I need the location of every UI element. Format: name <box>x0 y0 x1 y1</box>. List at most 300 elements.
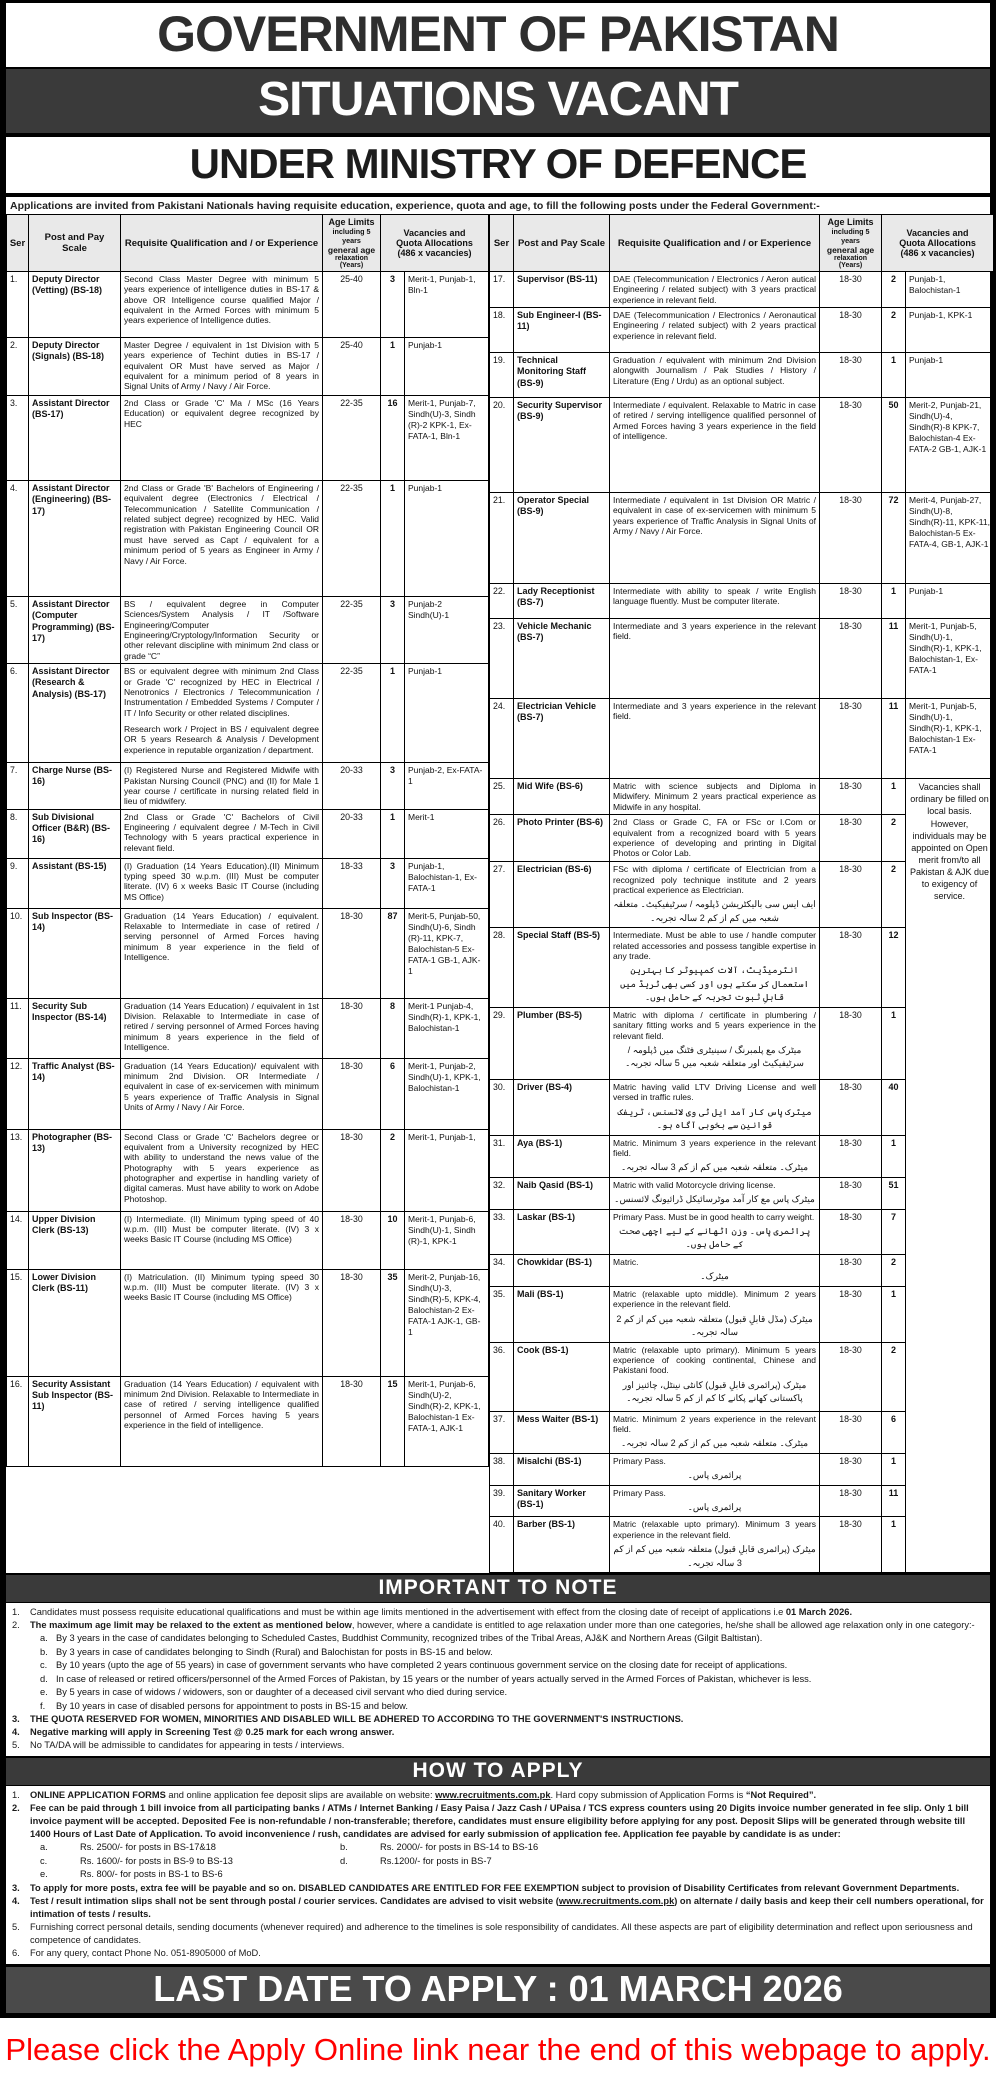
qualification-text: Matric with science subjects and Diploma in Midwifery. Minimum 2 years practical experience as Midwife in any hospital. <box>613 781 817 812</box>
age-cell: 18-30 <box>323 1129 381 1211</box>
vacancy-count-cell: 11 <box>882 1485 906 1517</box>
ser-cell: 12. <box>7 1058 29 1129</box>
job-row <box>7 763 489 809</box>
text-segment: Furnishing correct personal details, sending documents (whenever required) and adherence to the timelines is sole responsibility of candidates. All these aspects are part of eligibility determination and reflect upon seriousness and competence of candidates. <box>30 1921 973 1945</box>
apply-online-note: Please click the Apply Online link near the end of this webpage to apply. <box>0 2018 996 2084</box>
qualification-urdu-text: میٹرک مع پلمبرنگ / سینیٹری فٹنگ میں ڈپلومہ / سرٹیفیکیٹ اور متعلقہ شعبہ میں 5 سالہ تجربہ۔ <box>625 1044 804 1069</box>
post-cell: Aya (BS-1) <box>514 1135 610 1177</box>
note-subitem <box>40 1686 984 1699</box>
note-item-text <box>30 1789 984 1802</box>
age-cell: 18-30 <box>820 815 882 862</box>
ser-cell: 34. <box>490 1254 514 1286</box>
ser-cell: 33. <box>490 1209 514 1254</box>
qualification-text: Matric. Minimum 2 years experience in the relevant field. <box>613 1413 817 1434</box>
fee-letter: c. <box>40 1855 48 1866</box>
post-cell: Security Supervisor (BS-9) <box>514 398 610 493</box>
ser-cell: 18. <box>490 308 514 353</box>
qualification-text: 2nd Class or Grade C, FA or FSc or I.Com or equivalent from a recognized board with 5 years experience of developing and printing in Digital Photos or Color Lab. <box>613 817 817 859</box>
quota-cell: Merit-1, Punjab-1, Bln-1 <box>405 272 489 338</box>
quota-cell: Punjab-1, Balochistan-1, Ex-FATA-1 <box>405 858 489 908</box>
quota-cell: Punjab-1 <box>906 353 994 398</box>
note-item <box>12 1895 984 1921</box>
post-cell: Upper Division Clerk (BS-13) <box>29 1211 121 1269</box>
job-row <box>490 584 994 619</box>
post-cell: Deputy Director (Signals) (BS-18) <box>29 338 121 396</box>
text-segment: or the number of years actually served in the Armed Forces of Pakistan, whichever is less. <box>438 1673 812 1684</box>
text-segment: in case of widows / widowers, son or daughter of a deceased civil servant who died during service. <box>99 1687 508 1698</box>
note-item <box>12 1606 984 1619</box>
age-cell: 18-30 <box>820 1517 882 1573</box>
qualification-cell <box>610 619 820 699</box>
note-item <box>12 1713 984 1726</box>
vacancy-count-cell: 6 <box>381 1058 405 1129</box>
age-cell: 20-33 <box>323 763 381 809</box>
text-segment: 10 years <box>69 1700 106 1711</box>
vacancy-count-cell: 40 <box>882 1079 906 1135</box>
qualification-cell <box>121 272 323 338</box>
quota-cell: Merit-1, Punjab-2, Sindh(U)-1, KPK-1, Balochistan-1 <box>405 1058 489 1129</box>
col-qualification: Requisite Qualification and / or Experience <box>121 215 323 272</box>
text-segment: 10 years <box>69 1660 106 1671</box>
quota-cell: Merit-1, Punjab-7, Sindh(U)-3, Sindh (R)-2 KPK-1, Ex-FATA-1, Bln-1 <box>405 396 489 481</box>
vacancy-count-cell: 10 <box>381 1211 405 1269</box>
age-cell: 18-30 <box>820 272 882 308</box>
ser-cell: 21. <box>490 493 514 584</box>
fee-item <box>32 1841 332 1854</box>
fee-letter: b. <box>340 1842 348 1853</box>
post-cell: Plumber (BS-5) <box>514 1007 610 1079</box>
age-cell: 18-30 <box>323 1269 381 1376</box>
fee-amount: Rs. 1600/- for posts in BS-9 to BS-13 <box>80 1855 233 1866</box>
text-segment: Test / result intimation slips shall not be sent through postal / courier services. Candidates are advised to visit website ( <box>30 1895 559 1906</box>
age-cell: 22-35 <box>323 396 381 481</box>
post-cell: Assistant (BS-15) <box>29 858 121 908</box>
qualification-cell <box>121 396 323 481</box>
vacancy-count-cell: 2 <box>381 1129 405 1211</box>
qualification-cell <box>610 272 820 308</box>
quota-cell: Merit-4, Punjab-27, Sindh(U)-8, Sindh(R)-11, KPK-11, Balochistan-5 Ex-FATA-4, GB-1, AJK-1 <box>906 493 994 584</box>
post-cell: Supervisor (BS-11) <box>514 272 610 308</box>
note-subitem <box>40 1700 984 1713</box>
age-cell: 18-30 <box>820 493 882 584</box>
text-segment: “Not Required”. <box>745 1790 817 1801</box>
vacancy-table-right <box>489 214 994 1573</box>
post-cell: Security Assistant Sub Inspector (BS-11) <box>29 1376 121 1466</box>
qualification-urdu-text: میٹرک پاس مع کار آمد موٹرسائیکل ڈرائیونگ لائسنس۔ <box>614 1194 815 1205</box>
qualification-cell <box>121 998 323 1058</box>
qualification-cell <box>610 699 820 779</box>
qualification-text: Matric. Minimum 3 years experience in the relevant field. <box>613 1137 817 1158</box>
qualification-urdu-text: میٹرک (پرائمری قابلِ قبول) متعلقہ شعبہ میں کم از کم 3 سالہ تجربہ۔ <box>613 1544 816 1568</box>
qualification-cell <box>610 1079 820 1135</box>
post-cell: Assistant Director (Engineering) (BS-17) <box>29 481 121 597</box>
text-segment: By <box>56 1700 70 1711</box>
quota-cell: Punjab-1 <box>906 584 994 619</box>
qualification-cell <box>610 1177 820 1209</box>
job-row <box>490 493 994 584</box>
col-ser: Ser <box>490 215 514 272</box>
quota-cell: Merit-1, Punjab-1, <box>405 1129 489 1211</box>
qualification-cell <box>121 858 323 908</box>
job-row <box>7 809 489 858</box>
post-cell: Cook (BS-1) <box>514 1342 610 1411</box>
post-cell: Barber (BS-1) <box>514 1517 610 1573</box>
quota-cell: Merit-1 <box>405 809 489 858</box>
ser-cell: 37. <box>490 1411 514 1453</box>
text-segment: Deposited Fee is non-refundable / non-transferable; therefore, candidates must ensure eligibility before applying for any post. Deposit Slips will be generated through website till 1400 Hours of Last Date of Application. To avoid inconvenience / rush, candidates are advised for early submission of application fee. <box>30 1816 966 1840</box>
vacancy-count-cell: 1 <box>882 1007 906 1079</box>
vacancy-count-cell: 3 <box>381 763 405 809</box>
job-row <box>7 1129 489 1211</box>
post-cell: Assistant Director (Computer Programming) (BS-17) <box>29 597 121 664</box>
post-cell: Lower Division Clerk (BS-11) <box>29 1269 121 1376</box>
text-segment: and online application fee deposit slips are available on website: <box>165 1790 436 1801</box>
qualification-cell <box>121 664 323 763</box>
qualification-cell <box>121 481 323 597</box>
important-notes-list <box>6 1603 990 1756</box>
vacancy-tables <box>6 214 990 1573</box>
text-segment: To apply for more posts, extra fee will be payable and so on. <box>30 1882 299 1893</box>
note-subitem-text <box>56 1700 408 1713</box>
vacancy-count-cell: 16 <box>381 396 405 481</box>
qualification-text: Master Degree / equivalent in 1st Division with 5 years experience of Techint duties in BS-17 / equivalent OR Must have served as Major / equivalent for a minimum period of 8 years in Signal Units of Army / Navy / Air Force. <box>124 340 319 392</box>
qualification-text: Intermediate and 3 years experience in the relevant field. <box>613 621 817 642</box>
vacancy-count-cell: 72 <box>882 493 906 584</box>
qualification-text: Primary Pass. <box>613 1455 666 1466</box>
qualification-urdu-text: پرائمری پاس۔ <box>687 1501 742 1512</box>
age-cell: 18-30 <box>820 928 882 1008</box>
qualification-text: Graduation (14 Years Education) / equivalent. Relaxable to Intermediate in case of retired / serving personnel of Armed Forces having minimum 8 year experience in the field of Intelligence. <box>124 910 319 963</box>
note-item-number: 1. <box>12 1607 20 1618</box>
qualification-text: Intermediate / equivalent. Relaxable to Matric in case of retired / serving intelligence qualified personnel of Armed Forces having 3 years experience in the field of intelligence. <box>613 400 817 442</box>
post-cell: Deputy Director (Vetting) (BS-18) <box>29 272 121 338</box>
fee-letter: d. <box>340 1855 348 1866</box>
col-post: Post and Pay Scale <box>514 215 610 272</box>
qualification-cell <box>610 1411 820 1453</box>
ser-cell: 4. <box>7 481 29 597</box>
text-segment: , however, where a candidate is entitled to age relaxation under more than one categories, he/she shall be allowed age relaxation only in one category:- <box>351 1620 975 1631</box>
note-subitem-letter: f. <box>40 1700 46 1711</box>
ser-cell: 8. <box>7 809 29 858</box>
age-cell: 18-30 <box>820 779 882 815</box>
quota-cell: Punjab-1 <box>405 338 489 396</box>
qualification-cell <box>610 353 820 398</box>
job-row <box>7 1269 489 1376</box>
qualification-text: Graduation (14 Years Education) / equivalent with minimum 2nd Division. Relaxable to Intermediate in case of retired / serving intelligence qualified personnel of Armed Forces having 5 years experience in the field of intelligence. <box>124 1378 319 1431</box>
note-item-text <box>30 1882 984 1895</box>
qualification-text: Matric with diploma / certificate in plumbering / sanitary fitting works and 5 years experience in the relevant field. <box>613 1009 817 1041</box>
fee-amount: Rs. 2500/- for posts in BS-17&18 <box>80 1842 216 1853</box>
vacancy-count-cell: 1 <box>882 584 906 619</box>
note-subitem-text <box>56 1646 493 1659</box>
qualification-text: Graduation (14 Years Education) / equivalent in 1st Division. Relaxable to Intermediate in case of retired / serving personnel of Armed Forces having minimum 8 years experience in the field of Intelligence. <box>124 1000 319 1053</box>
age-cell: 18-30 <box>820 1453 882 1485</box>
vacancy-count-cell: 87 <box>381 908 405 998</box>
post-cell: Assistant Director (Research & Analysis) (BS-17) <box>29 664 121 763</box>
website-link[interactable]: www.recruitments.com.pk <box>435 1790 551 1801</box>
text-segment: Candidates must possess requisite educational qualifications and must be within age limits mentioned in the advertisement with effect from the closing date of receipt of applications i.e <box>30 1607 786 1618</box>
note-subitem-text <box>56 1659 787 1672</box>
note-item <box>12 1802 984 1841</box>
vacancy-count-cell: 1 <box>381 664 405 763</box>
ser-cell: 20. <box>490 398 514 493</box>
qualification-urdu-text: پرائمری پاس۔ <box>687 1470 742 1481</box>
job-row <box>7 272 489 338</box>
age-cell: 18-30 <box>820 1135 882 1177</box>
post-cell: Electrician Vehicle (BS-7) <box>514 699 610 779</box>
job-row <box>7 1058 489 1129</box>
text-segment: in case of disabled persons for appointment to posts in BS-15 and below. <box>105 1700 408 1711</box>
ser-cell: 17. <box>490 272 514 308</box>
text-segment: In case of released or retired officers/personnel of the Armed Forces of Pakistan, by <box>56 1673 403 1684</box>
note-subitem <box>40 1673 984 1686</box>
age-cell: 18-30 <box>820 1177 882 1209</box>
job-row <box>490 779 994 815</box>
ser-cell: 16. <box>7 1376 29 1466</box>
note-item-number: 5. <box>12 1740 20 1751</box>
note-subitem <box>40 1659 984 1672</box>
col-qualification: Requisite Qualification and / or Experience <box>610 215 820 272</box>
qualification-text: (I) Intermediate. (II) Minimum typing speed of 40 w.p.m. (III) Must be computer literate. (IV) 3 x weeks Basic IT Course (including MS Office) <box>124 1213 319 1245</box>
note-item-number: 5. <box>12 1921 20 1932</box>
vacancy-count-cell: 35 <box>381 1269 405 1376</box>
post-cell: Charge Nurse (BS-16) <box>29 763 121 809</box>
job-row <box>490 353 994 398</box>
ser-cell: 7. <box>7 763 29 809</box>
col-ser: Ser <box>7 215 29 272</box>
job-row <box>490 272 994 308</box>
age-cell: 18-30 <box>323 998 381 1058</box>
ser-cell: 30. <box>490 1079 514 1135</box>
ser-cell: 32. <box>490 1177 514 1209</box>
col-post: Post and Pay Scale <box>29 215 121 272</box>
vacancy-count-cell: 1 <box>381 809 405 858</box>
qualification-cell <box>121 338 323 396</box>
qualification-urdu-text: انٹرمیڈیٹ، آلات کمپیوٹر کا بہترین استعمال کر سکتے ہوں اور کسی بھی ٹریڈ میں قابلِ ثبوت تجربہ کے حامل ہوں۔ <box>620 965 809 1003</box>
text-segment: For any query, contact Phone No. 051-8905000 of MoD. <box>30 1947 261 1958</box>
note-subitem-letter: a. <box>40 1633 48 1644</box>
note-item-text <box>30 1606 984 1619</box>
vacancy-count-cell: 15 <box>381 1376 405 1466</box>
text-segment: ONLINE APPLICATION FORMS <box>30 1790 166 1801</box>
qualification-cell <box>121 1211 323 1269</box>
quota-cell: Merit-1 Punjab-4, Sindh(R)-1, KPK-1, Balochistan-1 <box>405 998 489 1058</box>
post-cell: Special Staff (BS-5) <box>514 928 610 1008</box>
vacancy-count-cell: 2 <box>882 1254 906 1286</box>
website-link[interactable]: www.recruitments.com.pk <box>558 1895 675 1906</box>
text-segment: By <box>56 1646 70 1657</box>
ser-cell: 27. <box>490 862 514 928</box>
ser-cell: 19. <box>490 353 514 398</box>
post-cell: Assistant Director (BS-17) <box>29 396 121 481</box>
note-subitem-letter: b. <box>40 1646 48 1657</box>
note-item-text <box>30 1895 984 1921</box>
note-subitem-letter: e. <box>40 1687 48 1698</box>
text-segment: in case of candidates belonging to Sindh (Rural) and Balochistan for posts in BS-15 and below. <box>99 1646 493 1657</box>
ser-cell: 25. <box>490 779 514 815</box>
fee-letter: a. <box>40 1842 48 1853</box>
qualification-text: Graduation / equivalent with minimum 2nd Division alongwith Journalism / Pak Studies / History / Literature (Eng / Urdu) as an optional subject. <box>613 355 817 386</box>
qualification-cell <box>121 1058 323 1129</box>
fee-item <box>332 1841 984 1854</box>
ser-cell: 15. <box>7 1269 29 1376</box>
age-cell: 18-30 <box>820 862 882 928</box>
vacancy-count-cell: 1 <box>882 1286 906 1342</box>
text-segment: (upto the age of 55 years) in case of government servants who have completed 2 years continuous government service on the closing date for receipt of applications. <box>105 1660 788 1671</box>
ser-cell: 3. <box>7 396 29 481</box>
qualification-text: Matric (relaxable upto primary). Minimum 5 years experience of cooking continental, Chinese and Pakistani food. <box>613 1344 817 1376</box>
note-item-text <box>30 1947 984 1960</box>
age-cell: 18-30 <box>820 1342 882 1411</box>
note-subitem-text <box>56 1673 811 1686</box>
vacancy-count-cell: 7 <box>882 1209 906 1254</box>
qualification-text: Intermediate and 3 years experience in the relevant field. <box>613 701 817 722</box>
qualification-cell <box>610 493 820 584</box>
qualification-cell <box>610 1453 820 1485</box>
age-cell: 18-30 <box>820 1079 882 1135</box>
vacancy-count-cell: 6 <box>882 1411 906 1453</box>
text-segment: . Hard copy submission of Application Forms is <box>550 1790 746 1801</box>
text-segment: By <box>56 1660 70 1671</box>
how-to-apply-list <box>6 1786 990 1964</box>
ser-cell: 9. <box>7 858 29 908</box>
quota-cell: Punjab-1 <box>405 664 489 763</box>
important-to-note-banner: IMPORTANT TO NOTE <box>6 1573 990 1603</box>
post-cell: Traffic Analyst (BS-14) <box>29 1058 121 1129</box>
vacancy-count-cell: 2 <box>882 272 906 308</box>
table-header-row <box>490 215 994 272</box>
qualification-text: Primary Pass. Must be in good health to carry weight. <box>613 1211 815 1222</box>
job-row <box>7 1376 489 1466</box>
fee-amount: Rs.1200/- for posts in BS-7 <box>380 1855 492 1866</box>
qualification-cell <box>610 584 820 619</box>
job-row <box>7 858 489 908</box>
qualification-cell <box>610 815 820 862</box>
title-government-of-pakistan: GOVERNMENT OF PAKISTAN <box>6 3 990 67</box>
vacancy-count-cell: 12 <box>882 928 906 1008</box>
qualification-cell <box>121 1376 323 1466</box>
fee-item <box>332 1855 984 1868</box>
fee-amount: Rs. 2000/- for posts in BS-14 to BS-16 <box>380 1842 539 1853</box>
job-row <box>7 908 489 998</box>
age-cell: 22-35 <box>323 597 381 664</box>
text-segment: 3 years <box>69 1633 100 1644</box>
note-item-number: 3. <box>12 1882 20 1893</box>
ser-cell: 35. <box>490 1286 514 1342</box>
post-cell: Technical Monitoring Staff (BS-9) <box>514 353 610 398</box>
qualification-text: BS or equivalent degree with minimum 2nd Class or Grade 'C' recognized by HEC in Electrical / Nenotronics / Electronics / Telecommunication / Instrumentation / Embedded Systems / Computer / IT / Info Security or other related disciplines. <box>124 666 319 718</box>
note-item-text <box>30 1713 984 1726</box>
ser-cell: 38. <box>490 1453 514 1485</box>
post-cell: Sub Engineer-I (BS-11) <box>514 308 610 353</box>
col-vacancies-quota: Vacancies and Quota Allocations (486 x vacancies) <box>381 215 489 272</box>
age-cell: 18-30 <box>323 1058 381 1129</box>
qualification-cell <box>610 1007 820 1079</box>
qualification-urdu-text: میٹرک۔ <box>700 1271 729 1282</box>
table-header-row <box>7 215 489 272</box>
job-row <box>7 998 489 1058</box>
qualification-cell <box>121 763 323 809</box>
ser-cell: 10. <box>7 908 29 998</box>
qualification-cell <box>610 1254 820 1286</box>
job-row <box>490 308 994 353</box>
qualification-cell <box>121 1269 323 1376</box>
post-cell: Mali (BS-1) <box>514 1286 610 1342</box>
vacancy-count-cell: 51 <box>882 1177 906 1209</box>
qualification-cell <box>610 862 820 928</box>
age-cell: 22-35 <box>323 664 381 763</box>
ser-cell: 2. <box>7 338 29 396</box>
quota-cell: Punjab-1 <box>405 481 489 597</box>
qualification-urdu-text: ایف ایس سی بالیکٹریشن ڈپلومہ / سرٹیفیکیٹ۔ متعلقہ شعبہ میں کم از کم 2 سالہ تجربہ۔ <box>613 899 816 923</box>
age-cell: 18-30 <box>820 1411 882 1453</box>
note-item-text <box>30 1802 984 1841</box>
age-cell: 18-30 <box>820 1485 882 1517</box>
note-item-number: 4. <box>12 1895 20 1906</box>
qualification-cell <box>610 308 820 353</box>
vacancy-count-cell: 11 <box>882 619 906 699</box>
vacancy-table-left <box>6 214 489 1467</box>
qualification-cell <box>121 1129 323 1211</box>
col-age-limits: Age Limits including 5 years general age relaxation (Years) <box>323 215 381 272</box>
text-segment: Application fee payable by candidate is as under: <box>620 1829 841 1840</box>
note-item-text <box>30 1619 984 1632</box>
post-cell: Photographer (BS-13) <box>29 1129 121 1211</box>
age-cell: 18-30 <box>323 1376 381 1466</box>
age-cell: 20-33 <box>323 809 381 858</box>
text-segment: 5 years <box>69 1687 100 1698</box>
qualification-cell <box>610 928 820 1008</box>
note-subitem-text <box>56 1686 507 1699</box>
job-row <box>490 398 994 493</box>
post-cell: Driver (BS-4) <box>514 1079 610 1135</box>
vacancy-count-cell: 2 <box>882 815 906 862</box>
age-cell: 18-30 <box>820 1286 882 1342</box>
text-segment: Fee can be paid through 1 bill invoice from all participating banks / ATMs / Internet Banking / Easy Paisa / Jazz Cash / UPaisa / TCS express counters using 20 Digits invoice number generated in fee slip. Only 1 bill invoice payment will be accepted. <box>30 1803 969 1827</box>
vacancy-count-cell: 2 <box>882 862 906 928</box>
note-item-text <box>30 1921 984 1947</box>
post-cell: Chowkidar (BS-1) <box>514 1254 610 1286</box>
note-subitem-letter: c. <box>40 1660 48 1671</box>
note-item-number: 4. <box>12 1727 20 1738</box>
post-cell: Operator Special (BS-9) <box>514 493 610 584</box>
qualification-urdu-text: میٹرک۔ متعلقہ شعبہ میں کم از کم 3 سالہ تجربہ۔ <box>620 1162 809 1173</box>
text-segment: 3 years <box>69 1646 100 1657</box>
text-segment: The maximum age limit may be relaxed to the extent as mentioned below <box>30 1620 352 1631</box>
qualification-text: Primary Pass. <box>613 1487 666 1498</box>
note-item <box>12 1739 984 1752</box>
job-row <box>7 1211 489 1269</box>
qualification-cell <box>610 1135 820 1177</box>
col-age-limits: Age Limits including 5 years general age relaxation (Years) <box>820 215 882 272</box>
text-segment: Negative marking will apply in Screening Test @ 0.25 mark for each wrong answer. <box>30 1727 395 1738</box>
vacancy-count-cell: 1 <box>381 338 405 396</box>
age-cell: 18-30 <box>820 398 882 493</box>
age-cell: 18-30 <box>820 699 882 779</box>
qualification-text: FSc with diploma / certificate of Electrician from a recognized poly technique institute and 2 years practical experience as Electrician. <box>613 864 817 895</box>
ser-cell: 14. <box>7 1211 29 1269</box>
vacancy-count-cell: 2 <box>882 308 906 353</box>
vacancy-count-cell: 3 <box>381 858 405 908</box>
note-item-text <box>30 1726 984 1739</box>
fee-letter: e. <box>40 1869 48 1880</box>
post-cell: Misalchi (BS-1) <box>514 1453 610 1485</box>
note-item-number: 6. <box>12 1947 20 1958</box>
vacancy-count-cell: 1 <box>882 1453 906 1485</box>
fee-schedule <box>32 1841 984 1881</box>
quota-cell: Merit-2, Punjab-16, Sindh(U)-3, Sindh(R)-5, KPK-4, Balochistan-2 Ex-FATA-1 AJK-1, GB-1 <box>405 1269 489 1376</box>
fee-amount: Rs. 800/- for posts in BS-1 to BS-6 <box>80 1869 223 1880</box>
